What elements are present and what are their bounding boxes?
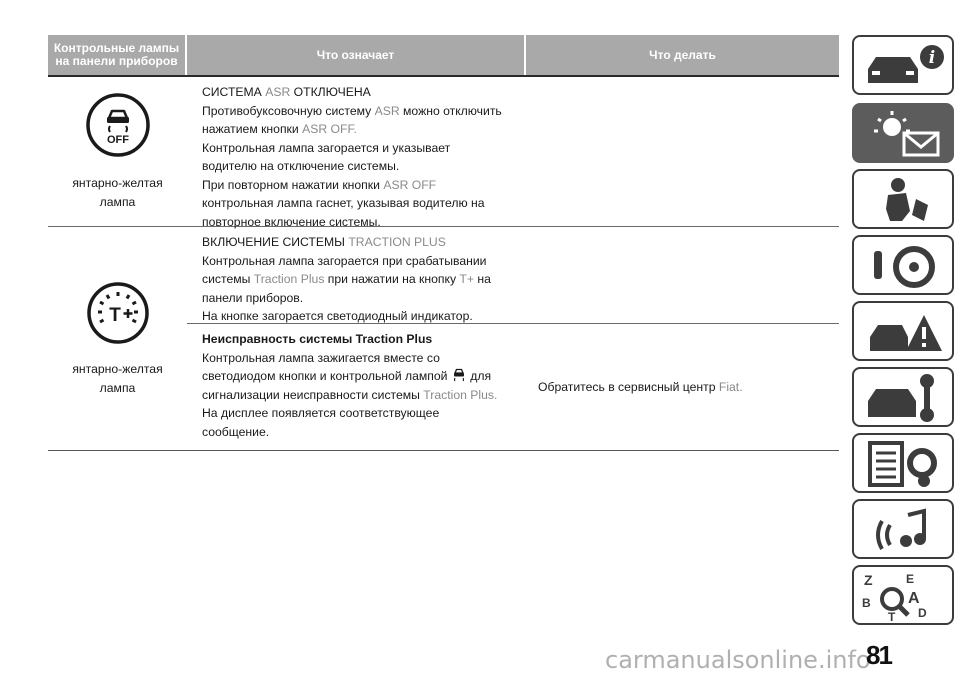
action-cell	[524, 324, 839, 450]
tab-multimedia[interactable]	[852, 499, 954, 559]
svg-text:E: E	[906, 572, 915, 586]
indicator-color-label: янтарно-желтая лампа	[72, 361, 163, 395]
svg-text:OFF: OFF	[106, 133, 129, 146]
meaning-text: СИСТЕМА ASR ОТКЛЮЧЕНА Противобуксовочную систему ASR можно отключить нажатием кнопки ASR OFF. Контрольная лампа загорается и указывает водителю на отключение системы. При повторном нажатии кнопки ASR OFF контрольная лампа гаснет, указывая водителю на повторное включение системы.	[202, 85, 502, 229]
action-cell	[524, 77, 839, 226]
svg-text:i: i	[928, 48, 936, 68]
tab-car-info[interactable]	[852, 35, 954, 95]
maintenance-icon	[862, 373, 946, 423]
technical-data-icon	[862, 439, 946, 489]
car-info-icon	[862, 41, 946, 91]
warning-lights-icon	[862, 109, 946, 159]
warning-lights-table	[48, 35, 839, 451]
traction-control-small-icon	[451, 368, 467, 382]
action-text: Обратитесь в сервисный центр Fiat.	[538, 380, 743, 394]
svg-text:A: A	[908, 590, 920, 607]
tab-technical-data[interactable]	[852, 433, 954, 493]
table-row	[48, 77, 839, 229]
svg-text:T: T	[108, 304, 121, 326]
tab-emergency[interactable]	[852, 301, 954, 361]
malfunction-text: Неисправность системы Traction Plus Контрольная лампа зажигается вместе со светодиодом кнопки и контрольной лампой для сигнализации неисправности системы Traction Plus. На дисплее появляется соответствующее сообщение.	[202, 332, 498, 439]
tab-driving[interactable]	[852, 235, 954, 295]
svg-text:D: D	[918, 606, 927, 620]
table-end-divider	[48, 450, 839, 451]
header-warning-lights: Контрольные лампы на панели приборов	[48, 35, 187, 75]
indicator-cell	[48, 77, 187, 226]
traction-plus-icon	[85, 280, 151, 346]
watermark: carmanualsonline.info	[605, 646, 871, 674]
safety-icon	[862, 175, 946, 225]
tab-warning-lights[interactable]	[852, 103, 954, 163]
indicator-cell	[48, 227, 187, 450]
tab-maintenance[interactable]	[852, 367, 954, 427]
action-cell	[524, 227, 839, 323]
header-meaning: Что означает	[187, 35, 526, 75]
page-number: 81	[866, 640, 891, 670]
header-action: Что делать	[649, 47, 716, 62]
driving-icon	[862, 241, 946, 291]
multimedia-icon	[862, 505, 946, 555]
svg-text:B: B	[862, 596, 871, 610]
indicator-color-label: янтарно-желтая лампа	[72, 175, 163, 209]
table-header	[48, 35, 839, 75]
table-row	[48, 227, 839, 450]
tab-index[interactable]	[852, 565, 954, 625]
tab-safety[interactable]	[852, 169, 954, 229]
index-icon	[862, 571, 946, 621]
emergency-icon	[862, 307, 946, 357]
traction-control-off-icon	[85, 92, 151, 158]
meaning-text: ВКЛЮЧЕНИЕ СИСТЕМЫ TRACTION PLUS Контрольная лампа загорается при срабатывании системы Traction Plus при нажатии на кнопку T+ на панели приборов. На кнопке загорается светодиодный индикатор.	[202, 235, 491, 323]
svg-text:T: T	[888, 610, 896, 621]
svg-text:Z: Z	[864, 572, 873, 588]
